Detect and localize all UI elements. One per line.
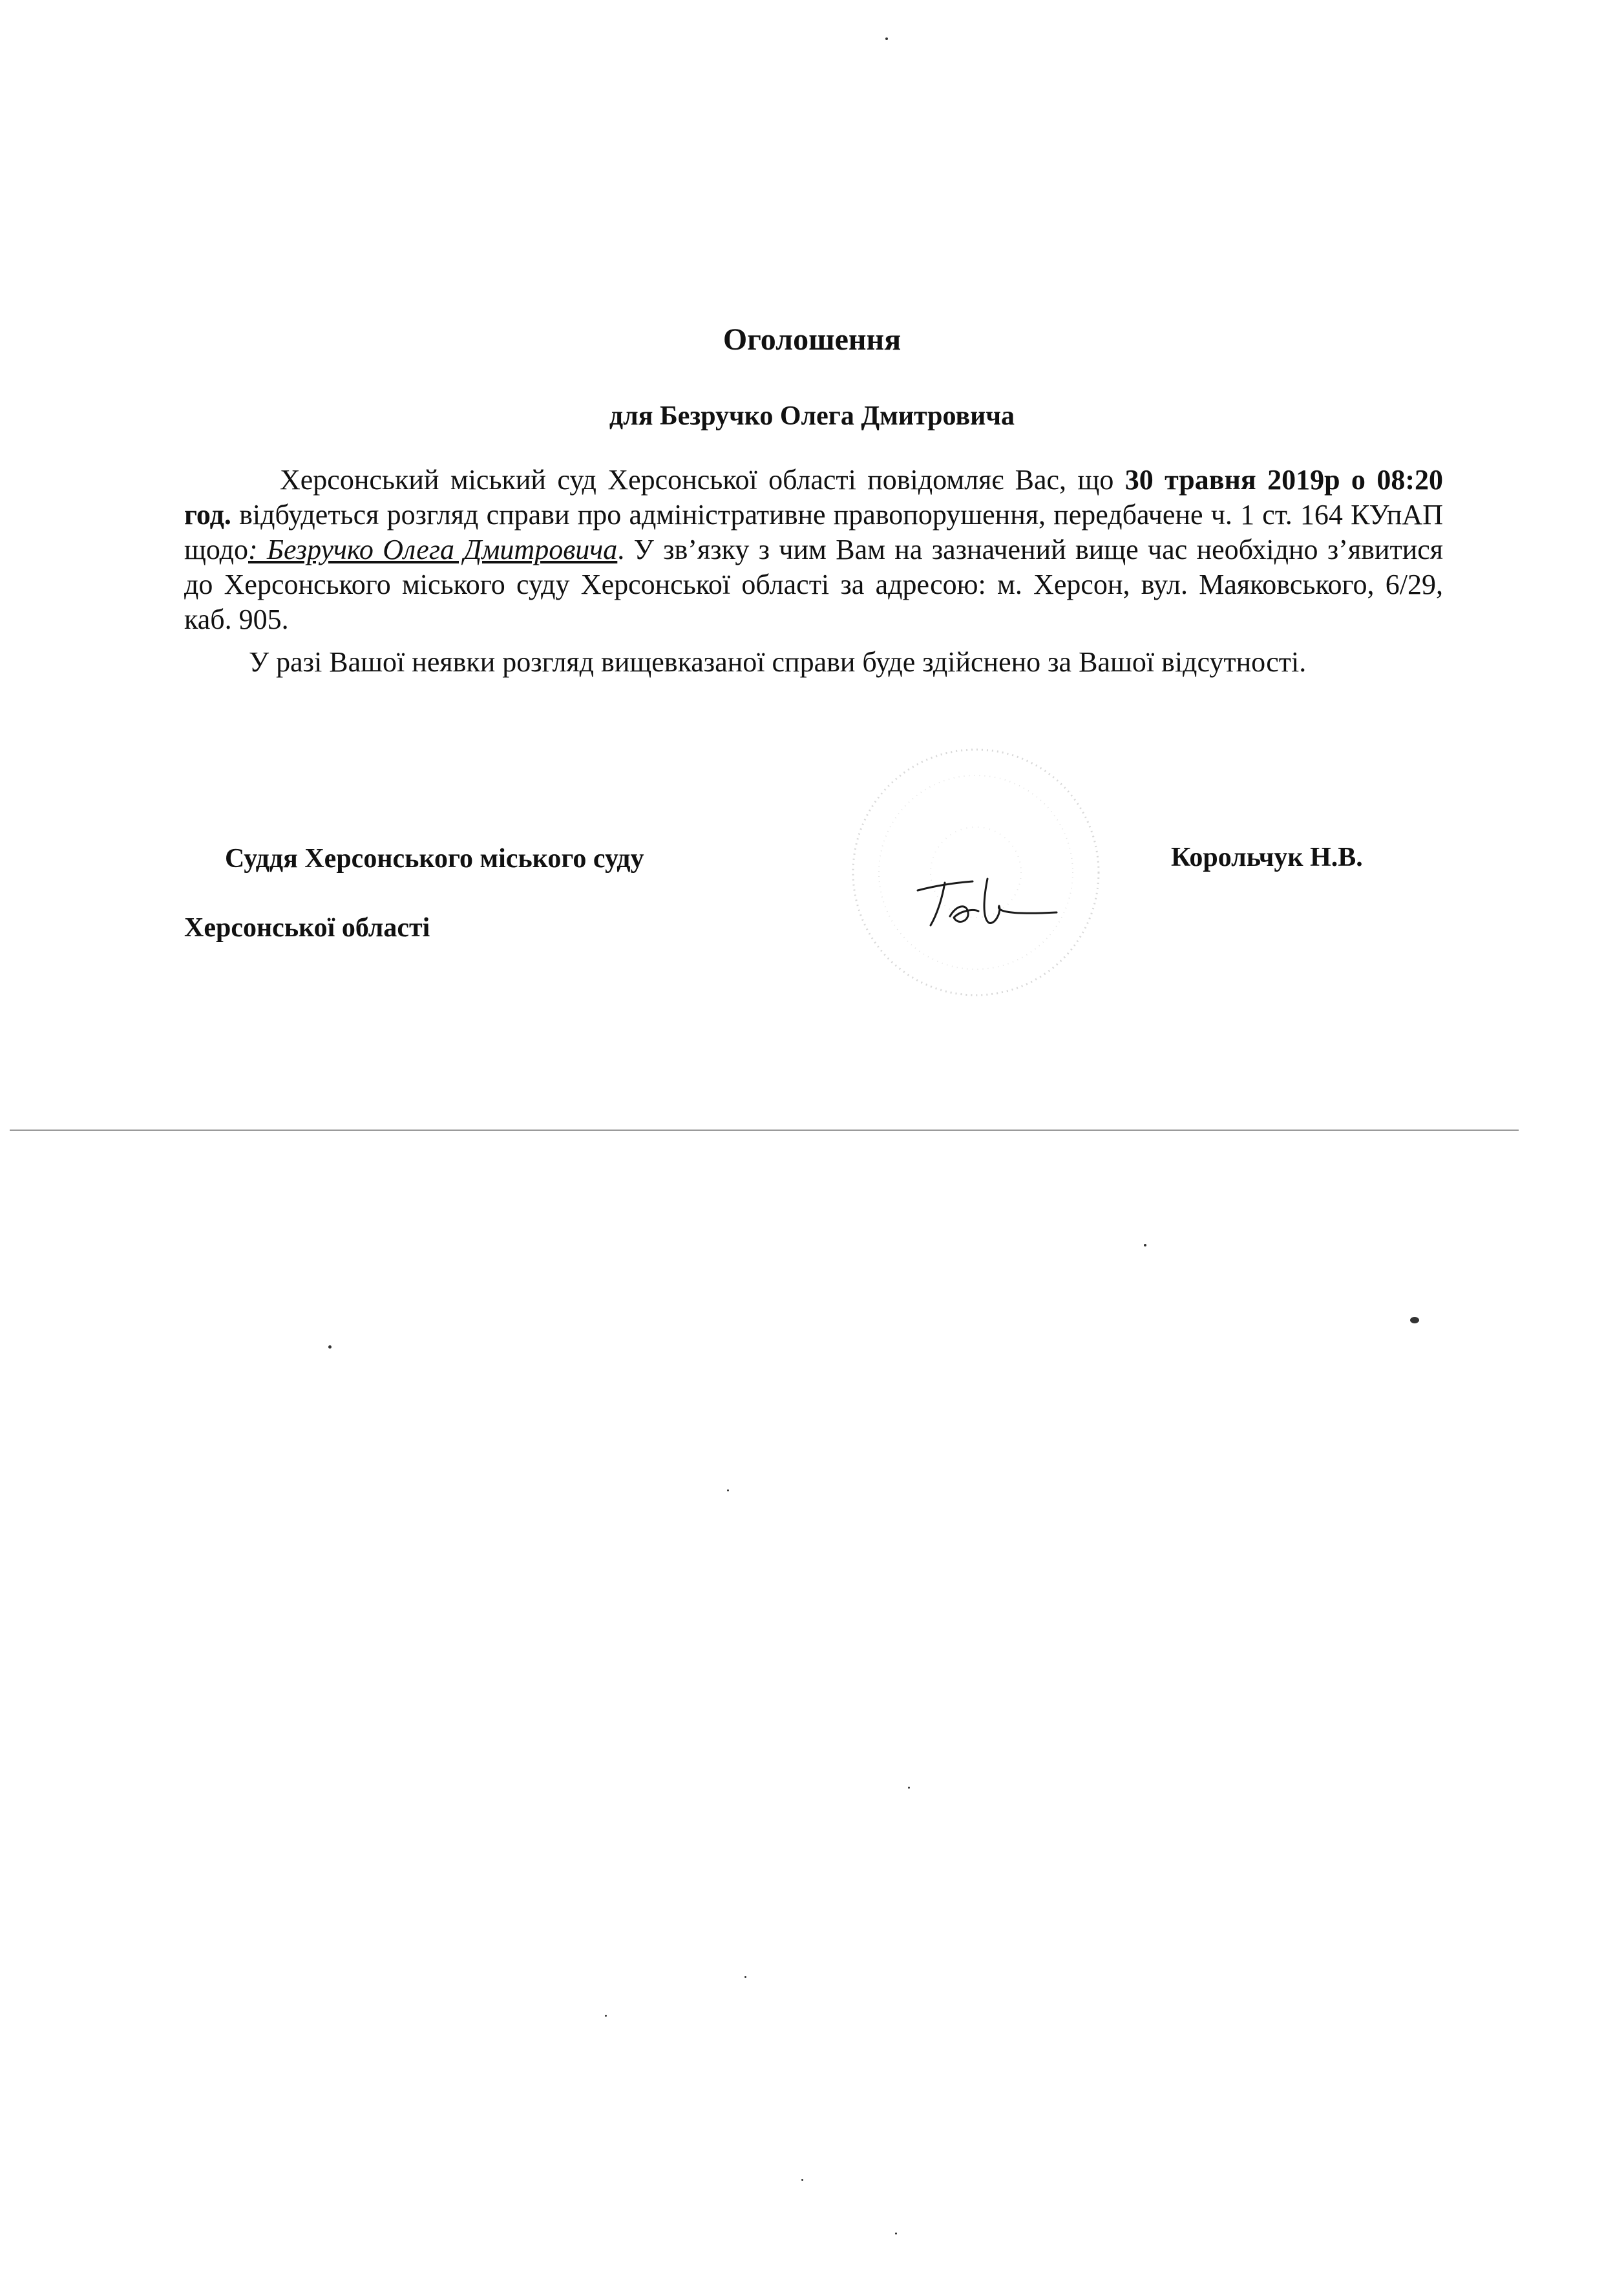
paragraph-1-text-c: . У зв’язку з чим Вам на зазначений вище час необхідно з’явитися до Херсонського міського суду Херсонської області за адресою: м. Херсон, вул. Маяковського, 6/29, каб. 905. [184, 534, 1444, 635]
judge-signature [911, 866, 1060, 943]
cut-line [10, 1130, 1519, 1131]
scan-speck [895, 2233, 897, 2234]
paragraph-1-text-a: Херсонський міський суд Херсонської області повідомляє Вас, що [280, 464, 1125, 496]
scan-speck [885, 37, 888, 40]
judge-title: Суддя Херсонського міського суду [225, 844, 644, 874]
paragraph-1-text-b: відбудеться розгляд справи про адміністративне правопорушення, передбачене ч. 1 ст. 164 КУпАП щодо [184, 499, 1443, 565]
person-name-underlined: : Безручко Олега Дмитровича [248, 534, 618, 565]
scan-speck [605, 2015, 607, 2017]
scan-speck [801, 2179, 803, 2181]
announcement-paragraph-2: У разі Вашої неявки розгляд вищевказаної справи буде здійснено за Вашої відсутності. [249, 646, 1307, 678]
judge-name: Корольчук Н.В. [1171, 843, 1363, 872]
judge-court-region: Херсонської області [184, 913, 430, 943]
hearing-date-time: 30 травня 2019р о 08:20 год. [184, 464, 1443, 531]
scan-speck [1144, 1244, 1146, 1246]
scan-speck [744, 1976, 746, 1978]
scan-speck [328, 1345, 332, 1349]
scan-speck [908, 1787, 910, 1789]
document-title: Оголошення [722, 322, 902, 357]
announcement-body [184, 463, 1443, 680]
announcement-paragraph-1 [184, 463, 1443, 637]
scan-speck [727, 1489, 729, 1491]
scan-speck [1410, 1317, 1419, 1323]
document-addressee: для Безручко Олега Дмитровича [609, 401, 1015, 431]
